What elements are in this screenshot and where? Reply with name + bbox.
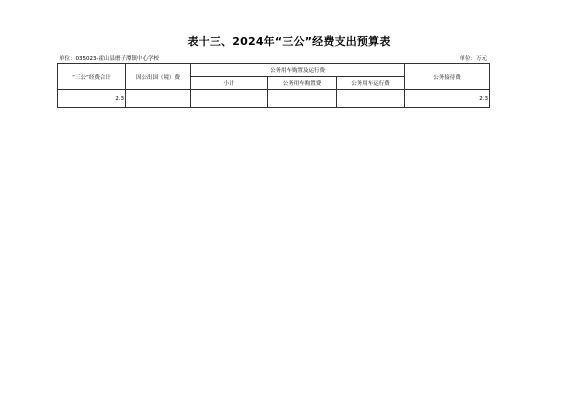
header-abroad: 因公出国（境）费 [126, 64, 191, 90]
table-header-row [58, 64, 490, 77]
cell-reception: 2.3 [405, 90, 490, 108]
header-reception: 公务接待费 [405, 64, 490, 90]
header-subtotal: 小计 [191, 77, 268, 90]
header-vehicle-operation: 公务用车运行费 [337, 77, 405, 90]
cell-total: 2.3 [58, 90, 126, 108]
org-unit-label: 单位：035023-霍山县磨子潭镇中心学校 [59, 56, 159, 62]
header-vehicle-purchase: 公务用车购置费 [268, 77, 337, 90]
table-row [58, 90, 490, 108]
cell-vehicle-operation [337, 90, 405, 108]
cell-vehicle-purchase [268, 90, 337, 108]
page-title: 表十三、2024年“三公”经费支出预算表 [187, 35, 391, 48]
header-vehicle-group: 公务用车购置及运行费 [191, 64, 405, 77]
budget-table [57, 63, 490, 108]
cell-subtotal [191, 90, 268, 108]
header-total: “三公”经费合计 [58, 64, 126, 90]
cell-abroad [126, 90, 191, 108]
currency-unit-label: 单位：万元 [459, 56, 487, 62]
